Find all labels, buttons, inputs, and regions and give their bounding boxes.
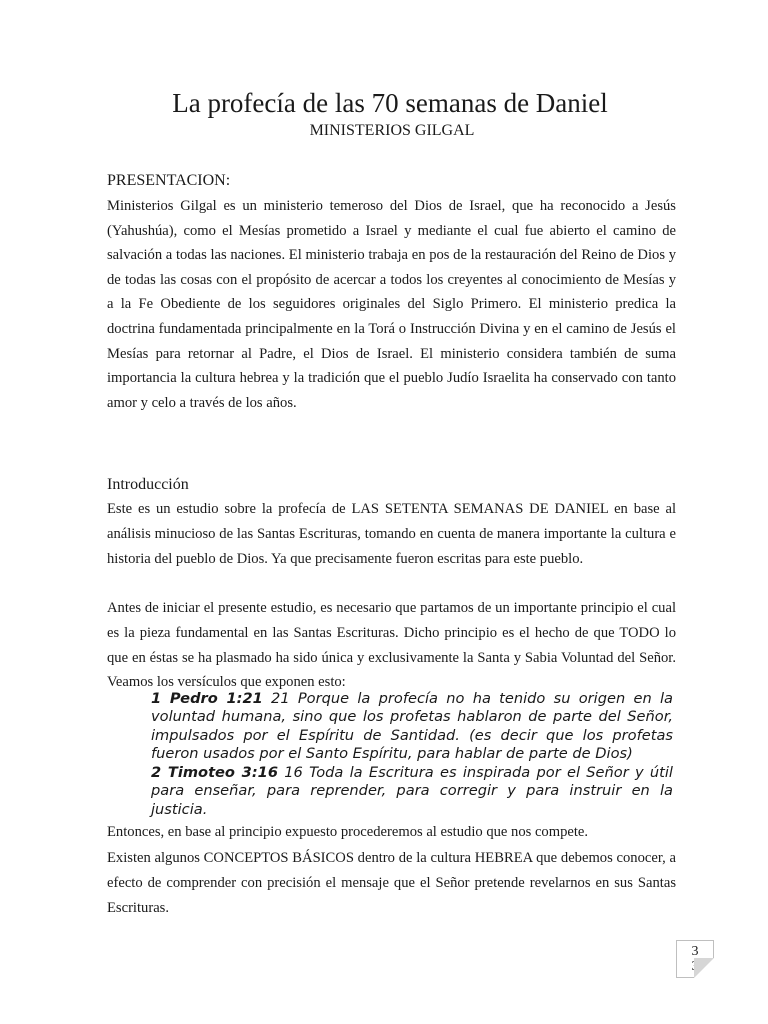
page-number-top: 3 — [691, 944, 699, 959]
page-number-box — [676, 940, 714, 978]
page-number-bottom: 3 — [691, 959, 699, 974]
introduction-paragraph-2: Antes de iniciar el presente estudio, es necesario que partamos de un importante principio el cual es la pieza fundamental en las Santas Escrituras. Dicho principio es el hecho de que TODO lo que en éstas se ha plasmado ha sido única y exclusivamente la Santa y Sabia Voluntad del Señor. Veamos los versículos que exponen esto: — [107, 600, 676, 691]
scripture-quote-2 — [151, 764, 673, 819]
document-subtitle: MINISTERIOS GILGAL — [309, 122, 475, 139]
closing-paragraph-1: Entonces, en base al principio expuesto procederemos al estudio que nos compete. — [107, 824, 589, 840]
closing-paragraph-2: Existen algunos CONCEPTOS BÁSICOS dentro de la cultura HEBREA que debemos conocer, a efecto de comprender con precisión el mensaje que el Señor pretende revelarnos en sus Santas Escrituras. — [107, 850, 676, 916]
scripture-text-1: 21 Porque la profecía no ha tenido su origen en la voluntad humana, sino que los profetas hablaron de parte del Señor, impulsados por el Espíritu de Santidad. (es decir que los profetas fueron usados por el Santo Espíritu, para hablar de parte de Dios) — [151, 690, 673, 762]
page-curl-corner — [694, 958, 714, 978]
scripture-quote-1 — [151, 690, 673, 763]
scripture-reference-1: 1 Pedro 1:21 — [151, 690, 263, 707]
presentation-heading: PRESENTACION: — [107, 172, 231, 189]
introduction-paragraph-1: Este es un estudio sobre la profecía de LAS SETENTA SEMANAS DE DANIEL en base al análisis minucioso de las Santas Escrituras, tomando en cuenta de manera importante la cultura e historia del pueblo de Dios. Ya que precisamente fueron escritas para este pueblo. — [107, 501, 676, 567]
scripture-reference-2: 2 Timoteo 3:16 — [151, 764, 278, 781]
presentation-paragraph: Ministerios Gilgal es un ministerio temeroso del Dios de Israel, que ha reconocido a Jesús (Yahushúa), como el Mesías prometido a Israel y mediante el cual fue abierto el camino de salvación a todas las naciones. El ministerio trabaja en pos de la restauración del Reino de Dios y de todas las cosas con el propósito de acercar a todos los creyentes al conocimiento de Mesías y a la Fe Obediente de los seguidores originales del Siglo Primero. El ministerio predica la doctrina fundamentada principalmente en la Torá o Instrucción Divina y en el camino de Jesús el Mesías para retornar al Padre, el Dios de Israel. El ministerio considera también de suma importancia la cultura hebrea y la tradición que el pueblo Judío Israelita ha conservado con tanto amor y celo a través de los años. — [107, 198, 676, 411]
introduction-heading: Introducción — [107, 476, 189, 493]
scripture-text-2: 16 Toda la Escritura es inspirada por el Señor y útil para enseñar, para reprender, para corregir y para instruir en la justicia. — [151, 764, 673, 818]
document-title: La profecía de las 70 semanas de Daniel — [172, 88, 608, 118]
